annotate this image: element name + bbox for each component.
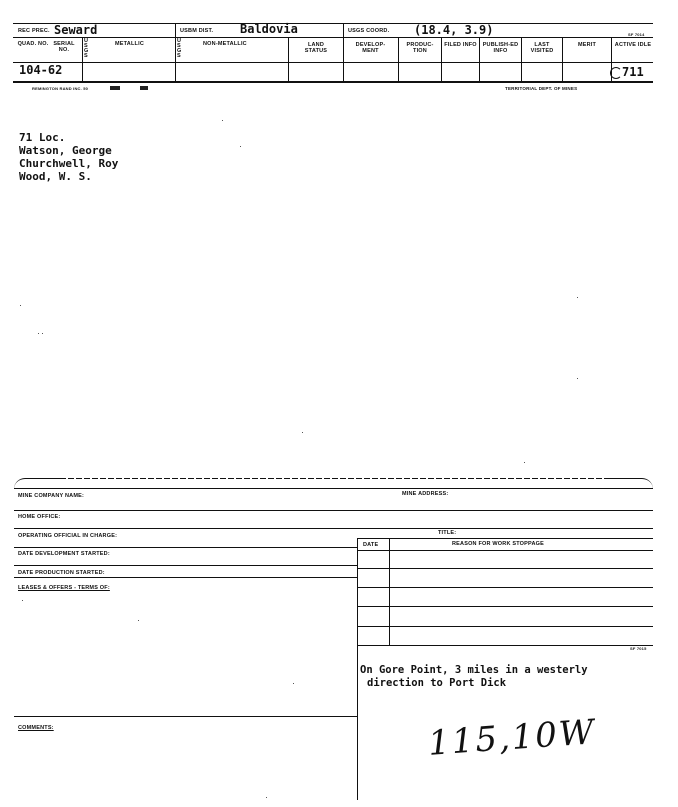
speck: [266, 797, 267, 798]
usbm-dist-value: Baldovia: [240, 22, 298, 36]
speck: [302, 432, 303, 433]
comments-label: COMMENTS:: [18, 725, 54, 731]
col-usgs-1: U S G S: [84, 38, 89, 59]
col-last-visited: LAST VISITED: [530, 42, 554, 54]
operating-official-label: OPERATING OFFICIAL IN CHARGE:: [18, 533, 118, 539]
speck: [38, 333, 39, 334]
speck: [20, 305, 21, 306]
col-usgs-2: U S G S: [177, 38, 182, 59]
active-idle-value: 711: [622, 65, 644, 79]
form-number: SF 7014: [628, 32, 645, 37]
date-header: DATE: [363, 542, 379, 548]
handwritten-note: 115,10W: [426, 712, 598, 764]
rec-prec-value: Seward: [54, 23, 98, 37]
printer-mark: [110, 86, 120, 90]
location-line: On Gore Point, 3 miles in a westerly: [360, 664, 588, 676]
printer-mark-2: [140, 86, 148, 90]
date-development-label: DATE DEVELOPMENT STARTED:: [18, 551, 110, 557]
quad-serial-value: 104-62: [19, 63, 63, 77]
speck: [577, 297, 578, 298]
title-label: TITLE:: [438, 530, 457, 536]
speck: [42, 333, 43, 334]
date-production-label: DATE PRODUCTION STARTED:: [18, 570, 105, 576]
col-merit: MERIT: [577, 42, 597, 48]
leases-label: LEASES & OFFERS - TERMS OF:: [18, 585, 110, 591]
col-development: DEVELOP-MENT: [355, 42, 386, 54]
circle-mark-icon: [610, 67, 622, 79]
col-serial-no: SERIAL NO.: [53, 41, 75, 53]
speck: [577, 378, 578, 379]
speck: [524, 462, 525, 463]
speck: [222, 120, 223, 121]
printer-line: REMINGTON RAND INC. 50: [32, 86, 89, 91]
col-non-metallic: NON-METALLIC: [203, 41, 247, 47]
usgs-coord-label: USGS COORD.: [348, 28, 390, 34]
dept-line: TERRITORIAL DEPT. OF MINES: [505, 86, 578, 91]
name-line: Watson, George: [19, 144, 112, 157]
speck: [240, 146, 241, 147]
col-filed-info: FILED INFO: [444, 42, 477, 48]
rec-prec-label: REC PREC.: [18, 28, 50, 34]
form-number-2: SF 7015: [630, 646, 647, 651]
body-text-block: [19, 131, 118, 183]
name-line: Wood, W. S.: [19, 170, 92, 183]
col-metallic: METALLIC: [115, 41, 144, 47]
location-line: direction to Port Dick: [367, 677, 507, 689]
usgs-coord-value: (18.4, 3.9): [414, 23, 494, 37]
reason-header: REASON FOR WORK STOPPAGE: [452, 541, 544, 547]
col-quad-no: QUAD. NO.: [17, 41, 49, 47]
speck: [22, 600, 23, 601]
col-published-info: PUBLISH-ED INFO: [482, 42, 519, 54]
speck: [138, 620, 139, 621]
mine-address-label: MINE ADDRESS:: [402, 491, 449, 497]
loc-line: 71 Loc.: [19, 131, 66, 144]
mine-company-name-label: MINE COMPANY NAME:: [18, 493, 85, 499]
name-line: Churchwell, Roy: [19, 157, 119, 170]
col-active-idle: ACTIVE IDLE: [614, 42, 652, 48]
speck: [293, 683, 294, 684]
home-office-label: HOME OFFICE:: [18, 514, 61, 520]
usbm-dist-label: USBM DIST.: [180, 28, 214, 34]
col-land-status: LAND STATUS: [304, 42, 328, 54]
col-production: PRODUC-TION: [406, 42, 434, 54]
location-text: [360, 664, 588, 690]
